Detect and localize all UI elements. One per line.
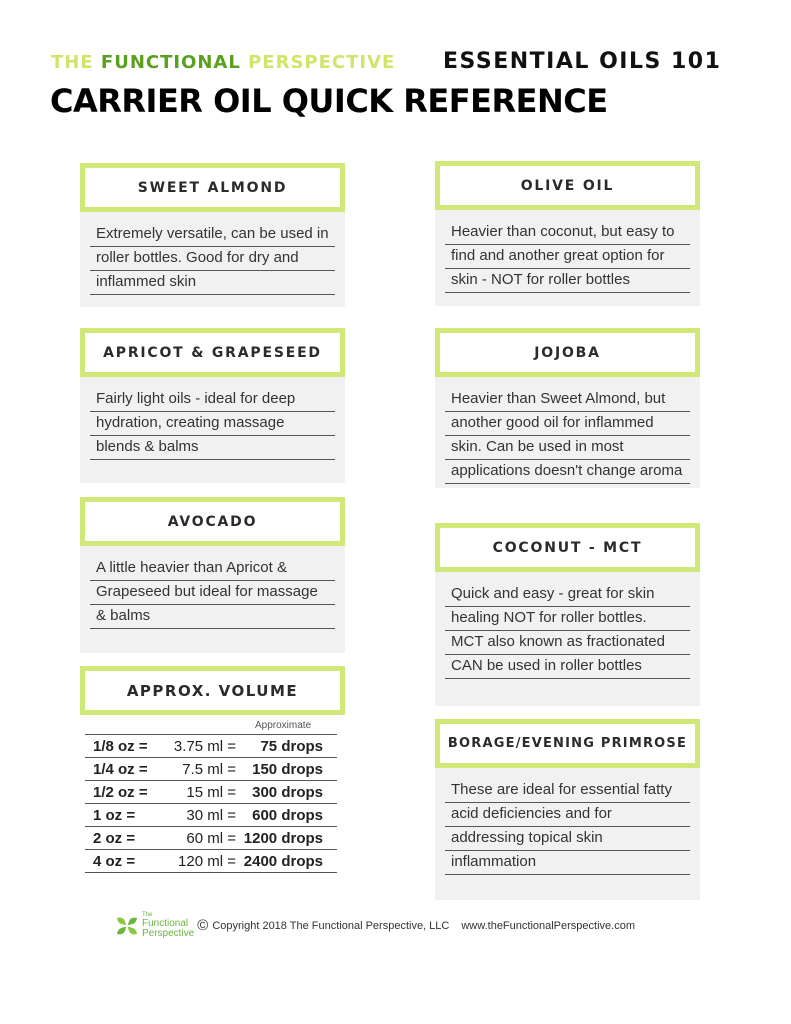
card-body [435,572,700,706]
table-row [85,735,337,758]
card-line: roller bottles. Good for dry and [90,248,335,271]
logo [115,912,194,939]
card-line: blends & balms [90,437,335,460]
card-line: Heavier than coconut, but easy to [445,222,690,245]
volume-table [85,720,337,873]
leaf-person-logo-icon [115,914,139,938]
drops-cell: 1200 drops [243,829,323,847]
drops-cell: 600 drops [252,806,323,824]
card-title: AVOCADO [80,497,345,546]
ml-cell: 120 ml = [178,852,236,870]
table-row [85,850,337,873]
card-title: JOJOBA [435,328,700,377]
card-body [80,377,345,483]
website-link[interactable]: www.theFunctionalPerspective.com [461,919,635,932]
ml-cell: 7.5 ml = [182,760,236,778]
drops-cell: 150 drops [252,760,323,778]
card-line: CAN be used in roller bottles [445,656,690,679]
copyright-text: Copyright 2018 The Functional Perspective, LLC [212,919,450,932]
oz-cell: 1/4 oz = [93,760,148,778]
card-apricot-grapeseed [80,328,345,483]
brand-name [51,52,395,73]
drops-cell: 2400 drops [243,852,323,870]
oz-cell: 2 oz = [93,829,136,847]
card-line: & balms [90,606,335,629]
table-row [85,804,337,827]
logo-functional: Functional [142,918,189,929]
oz-cell: 1/2 oz = [93,783,148,801]
brand-part-functional: FUNCTIONAL [100,52,241,73]
card-title: OLIVE OIL [435,161,700,210]
card-line: inflammed skin [90,272,335,295]
card-title: COCONUT - MCT [435,523,700,572]
card-avocado [80,497,345,653]
card-line: inflammation [445,852,690,875]
oz-cell: 1 oz = [93,806,136,824]
card-title: SWEET ALMOND [80,163,345,212]
card-body [80,546,345,653]
card-body [435,210,700,306]
card-line: acid deficiencies and for [445,804,690,827]
footer [115,912,635,939]
card-line: healing NOT for roller bottles. [445,608,690,631]
page-title: CARRIER OIL QUICK REFERENCE [50,82,608,120]
card-sweet-almond [80,163,345,307]
card-line: A little heavier than Apricot & [90,558,335,581]
card-line: Quick and easy - great for skin [445,584,690,607]
logo-text [142,912,194,939]
card-line: Fairly light oils - ideal for deep [90,389,335,412]
card-line: Extremely versatile, can be used in [90,224,335,247]
card-body [435,768,700,900]
card-jojoba [435,328,700,488]
card-body [80,212,345,307]
card-line: another good oil for inflammed [445,413,690,436]
card-olive-oil [435,161,700,306]
card-borage-evening-primrose [435,719,700,900]
card-coconut-mct [435,523,700,706]
drops-cell: 300 drops [252,783,323,801]
ml-cell: 30 ml = [186,806,236,824]
ml-cell: 15 ml = [186,783,236,801]
card-line: hydration, creating massage [90,413,335,436]
card-title: APRICOT & GRAPESEED [80,328,345,377]
series-title: ESSENTIAL OILS 101 [443,49,722,74]
card-line: Grapeseed but ideal for massage [90,582,335,605]
table-row [85,758,337,781]
card-line: Heavier than Sweet Almond, but [445,389,690,412]
ml-cell: 60 ml = [186,829,236,847]
approximate-label: Approximate [85,720,337,735]
card-body [435,377,700,488]
brand-part-the: THE [51,52,101,73]
table-row [85,827,337,850]
card-approx-volume [80,666,345,715]
logo-perspective: Perspective [142,928,195,939]
card-line: applications doesn't change aroma [445,461,690,484]
table-row [85,781,337,804]
card-line: find and another great option for [445,246,690,269]
logo-the: The [142,912,153,918]
card-line: These are ideal for essential fatty [445,780,690,803]
oz-cell: 4 oz = [93,852,136,870]
card-line: addressing topical skin [445,828,690,851]
brand-part-perspective: PERSPECTIVE [240,52,396,73]
ml-cell: 3.75 ml = [173,737,236,755]
oz-cell: 1/8 oz = [93,737,148,755]
card-line: skin - NOT for roller bottles [445,270,690,293]
card-title: APPROX. VOLUME [80,666,345,715]
copyright-icon: © [197,917,209,934]
drops-cell: 75 drops [260,737,323,755]
card-line: MCT also known as fractionated [445,632,690,655]
card-title: BORAGE/EVENING PRIMROSE [435,719,700,768]
card-line: skin. Can be used in most [445,437,690,460]
